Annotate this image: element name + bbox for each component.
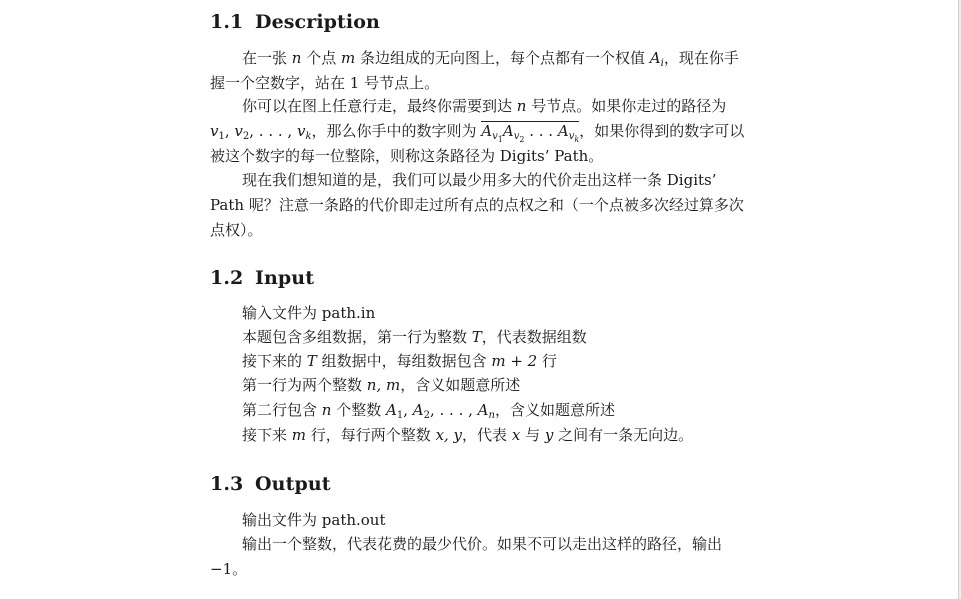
- input-line-3: 接下来的 T 组数据中，每组数据包含 m + 2 行: [242, 352, 557, 370]
- section-heading-description: 1.1 Description: [210, 11, 380, 33]
- description-paragraph-2: 你可以在图上任意行走，最终你需要到达 n 号节点。如果你走过的路径为 $v_1$, $v_2$, . . . , $v_k$，那么你手中的数字则为 $A_{v_1}A_{v_2}$ . . . $A_{v_k}$，如果你得到的数字可以被这个数字的每一位整除，则称这条路径为 Digits’ Path。: [210, 97, 745, 165]
- overlined-digit-number: $A_{v_1}A_{v_2}$ . . . $A_{v_k}$: [481, 122, 580, 144]
- input-line-6: 接下来 m 行，每行两个整数 x, y，代表 x 与 y 之间有一条无向边。: [242, 426, 694, 444]
- input-line-5: 第二行包含 n 个整数 $A_1$, $A_2$, . . . , $A_n$，含义如题意所述: [242, 401, 615, 421]
- section-heading-input: 1.2 Input: [210, 267, 315, 289]
- section-heading-output: 1.3 Output: [210, 473, 331, 495]
- input-line-4: 第一行为两个整数 n, m，含义如题意所述: [242, 376, 521, 394]
- output-line-1: 输出文件为 path.out: [242, 511, 386, 529]
- output-paragraph-2: 输出一个整数，代表花费的最少代价。如果不可以走出这样的路径，输出 −1。: [210, 535, 723, 578]
- description-paragraph-3: 现在我们想知道的是，我们可以最少用多大的代价走出这样一条 Digits’ Path 呢？注意一条路的代价即走过所有点的点权之和（一个点被多次经过算多次点权）。: [210, 171, 744, 239]
- description-paragraph-1: 在一张 n 个点 m 条边组成的无向图上，每个点都有一个权值 $A_i$，现在你手握一个空数字，站在 1 号节点上。: [210, 49, 739, 92]
- input-line-2: 本题包含多组数据，第一行为整数 T，代表数据组数: [242, 328, 587, 346]
- input-line-1: 输入文件为 path.in: [242, 304, 376, 322]
